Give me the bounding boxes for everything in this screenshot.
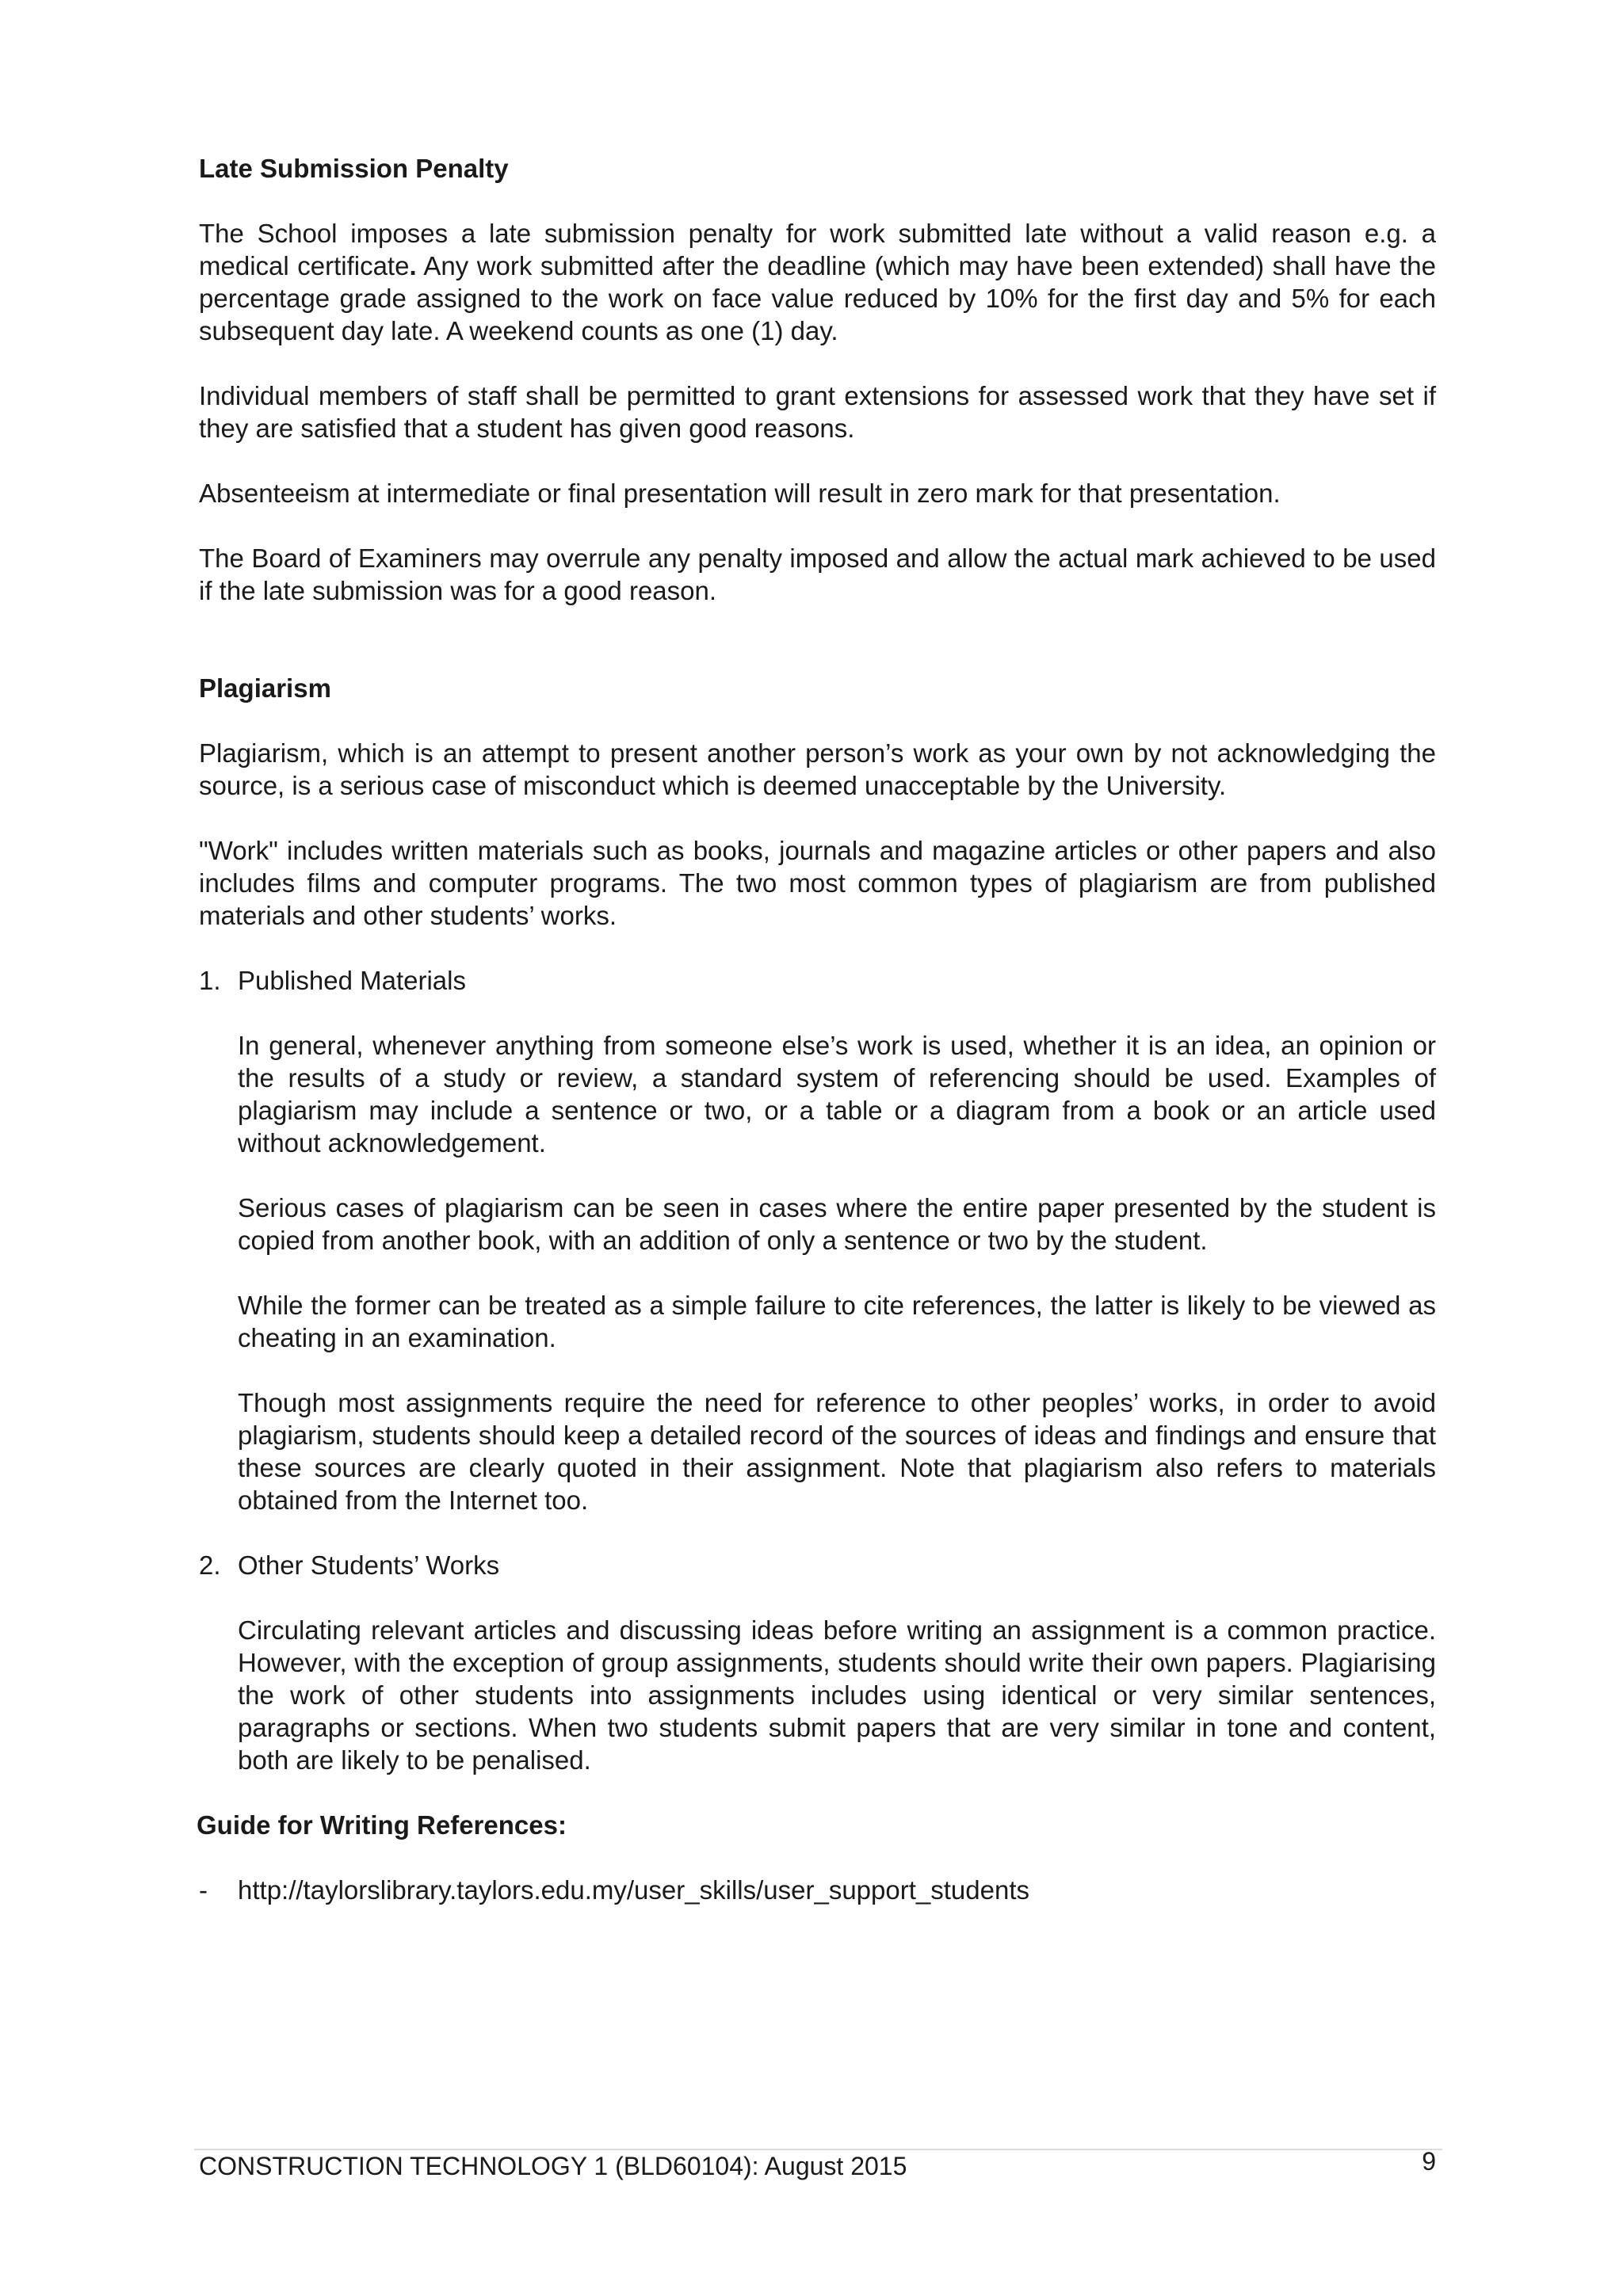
reference-list-item [199, 1874, 1436, 1906]
page-number: 9 [1422, 2147, 1436, 2176]
late-submission-paragraph-2: Individual members of staff shall be permitted to grant extensions for assessed work that they have set if they are satisfied that a student has given good reasons. [199, 381, 1436, 443]
late-submission-text-b: Any work submitted after the deadline (which may have been extended) shall have the percentage grade assigned to the work on face value reduced by 10% for the first day and 5% for each subsequent day late. A weekend counts as one (1) day. [199, 251, 1436, 345]
item-heading: Other Students’ Works [238, 1550, 500, 1580]
late-submission-paragraph-4: The Board of Examiners may overrule any penalty imposed and allow the actual mark achieved to be used if the late submission was for a good reason. [199, 543, 1436, 605]
published-materials-paragraph-2: Serious cases of plagiarism can be seen in cases where the entire paper presented by the student is copied from another book, with an addition of only a sentence or two by the student. [238, 1193, 1436, 1255]
late-submission-paragraph-3: Absenteeism at intermediate or final presentation will result in zero mark for that presentation. [199, 479, 1281, 508]
other-students-works-paragraph-1: Circulating relevant articles and discussing ideas before writing an assignment is a common practice. However, with the exception of group assignments, students should write their own papers. Plagiarising the work of other students into assignments includes using identical or very similar sentences, paragraphs or sections. When two students submit papers that are very similar in tone and content, both are likely to be penalised. [238, 1615, 1436, 1775]
item-heading: Published Materials [238, 966, 466, 995]
other-students-works-body [199, 1614, 1436, 1776]
numbered-item-other-students-works [199, 1549, 1436, 1581]
numbered-item-published-materials [199, 964, 1436, 997]
references-heading: Guide for Writing References: [197, 1810, 567, 1840]
plagiarism-paragraph-2: "Work" includes written materials such as books, journals and magazine articles or other papers and also includes films and computer programs. The two most common types of plagiarism are from published materials and other students’ works. [199, 836, 1436, 930]
late-submission-bold-period: . [409, 251, 417, 280]
published-materials-body [199, 1029, 1436, 1516]
bullet-dash: - [199, 1875, 208, 1905]
plagiarism-paragraph-1: Plagiarism, which is an attempt to present another person’s work as your own by not acknowledging the source, is a serious case of misconduct which is deemed unacceptable by the University. [199, 738, 1436, 800]
late-submission-heading: Late Submission Penalty [199, 154, 509, 183]
section-spacer [199, 639, 1436, 672]
published-materials-paragraph-1: In general, whenever anything from someone else’s work is used, whether it is an idea, an opinion or the results of a study or review, a standard system of referencing should be used. Examples of plagiarism may include a sentence or two, or a table or a diagram from a book or an article used without acknowledgement. [238, 1031, 1436, 1158]
published-materials-paragraph-4: Though most assignments require the need for reference to other peoples’ works, in order to avoid plagiarism, students should keep a detailed record of the sources of ideas and findings and ensure that these sources are clearly quoted in their assignment. Note that plagiarism also refers to materials obtained from the Internet too. [238, 1388, 1436, 1515]
published-materials-paragraph-3: While the former can be treated as a simple failure to cite references, the latter is likely to be viewed as cheating in an examination. [238, 1291, 1436, 1352]
late-submission-paragraph-1 [199, 217, 1436, 347]
late-submission-text-a: The School imposes a late submission penalty for work submitted late without a valid reason e.g. a medical certificate [199, 219, 1436, 280]
page-content [199, 152, 1436, 1906]
item-number: 2. [199, 1550, 221, 1580]
plagiarism-heading: Plagiarism [199, 673, 331, 703]
library-reference-link[interactable]: http://taylorslibrary.taylors.edu.my/user_skills/user_support_students [238, 1875, 1029, 1905]
item-number: 1. [199, 966, 221, 995]
footer-course-title: CONSTRUCTION TECHNOLOGY 1 (BLD60104): August 2015 [199, 2152, 907, 2180]
